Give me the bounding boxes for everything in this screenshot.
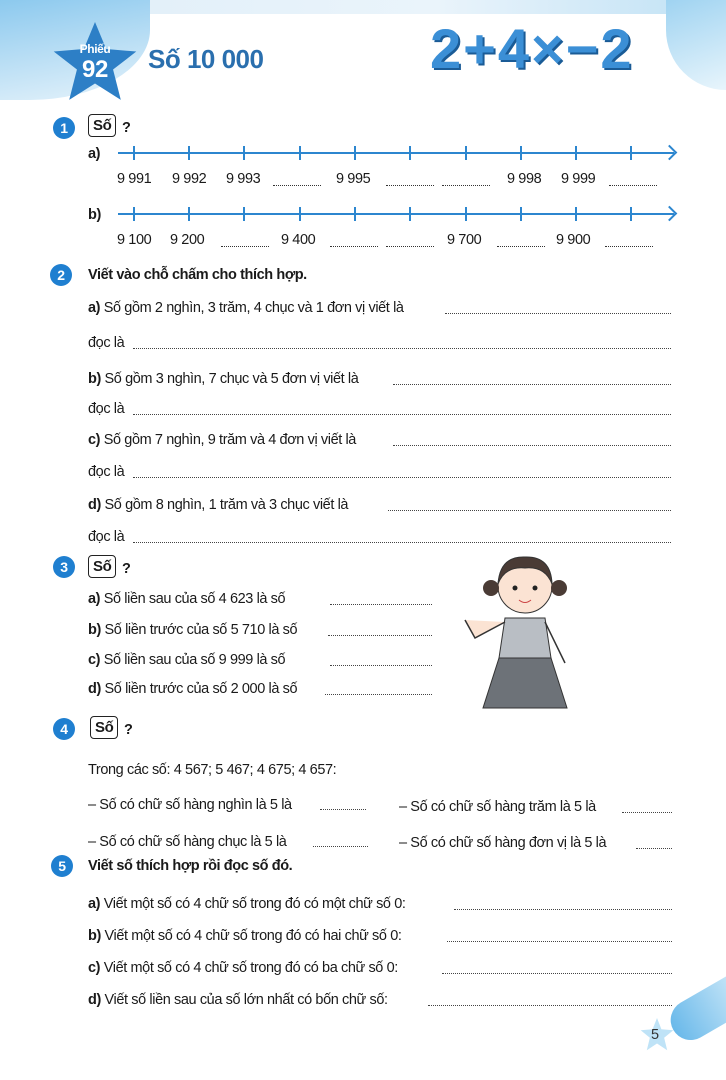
answer-blank[interactable]: [273, 174, 321, 186]
answer-blank[interactable]: [133, 466, 671, 478]
item: c) Viết một số có 4 chữ số trong đó có ba chữ số 0:: [88, 960, 398, 976]
answer-blank[interactable]: [221, 235, 269, 247]
answer-blank[interactable]: [386, 174, 434, 186]
nl-value: 9 900: [556, 232, 591, 248]
item: a) Số gồm 2 nghìn, 3 trăm, 4 chục và 1 đơn vị viết là: [88, 300, 404, 316]
item: – Số có chữ số hàng đơn vị là 5 là: [399, 835, 607, 851]
exercise-number: 1: [53, 117, 75, 139]
item: b) Viết một số có 4 chữ số trong đó có hai chữ số 0:: [88, 928, 402, 944]
math-mascots-illustration: 2+4×−2: [430, 17, 634, 80]
answer-blank[interactable]: [636, 837, 672, 849]
item: c) Số liền sau của số 9 999 là số: [88, 652, 286, 668]
so-box: Số: [88, 114, 116, 137]
item: d) Số liền trước của số 2 000 là số: [88, 681, 298, 697]
number-line-b: [118, 213, 674, 215]
item: – Số có chữ số hàng nghìn là 5 là: [88, 797, 292, 813]
answer-blank[interactable]: [609, 174, 657, 186]
nl-value: 9 400: [281, 232, 316, 248]
so-box: Số: [90, 716, 118, 739]
answer-blank[interactable]: [386, 235, 434, 247]
nl-value: 9 998: [507, 171, 542, 187]
exercise-number: 4: [53, 718, 75, 740]
answer-blank[interactable]: [388, 499, 671, 511]
exercise-title: Viết vào chỗ chấm cho thích hợp.: [88, 267, 307, 283]
answer-blank[interactable]: [330, 654, 432, 666]
nl-value: 9 999: [561, 171, 596, 187]
exercise-title: Viết số thích hợp rồi đọc số đó.: [88, 858, 293, 874]
answer-blank[interactable]: [622, 801, 672, 813]
answer-blank[interactable]: [454, 898, 672, 910]
nl-value: 9 991: [117, 171, 152, 187]
question-mark: ?: [122, 120, 131, 136]
so-box: Số: [88, 555, 116, 578]
nl-value: 9 200: [170, 232, 205, 248]
nl-value: 9 100: [117, 232, 152, 248]
answer-blank[interactable]: [393, 373, 671, 385]
part-label: a): [88, 146, 101, 162]
page-number: 5: [651, 1027, 659, 1043]
number-line-a: [118, 152, 674, 154]
answer-blank[interactable]: [442, 174, 490, 186]
answer-blank[interactable]: [447, 930, 672, 942]
nl-value: 9 700: [447, 232, 482, 248]
item: c) Số gồm 7 nghìn, 9 trăm và 4 đơn vị viết là: [88, 432, 356, 448]
badge-number: 92: [82, 56, 108, 83]
answer-blank[interactable]: [313, 835, 368, 847]
corner-decoration: [666, 0, 726, 90]
answer-blank[interactable]: [330, 593, 432, 605]
read-label: đọc là: [88, 464, 125, 480]
answer-blank[interactable]: [133, 403, 671, 415]
answer-blank[interactable]: [328, 624, 432, 636]
read-label: đọc là: [88, 529, 125, 545]
answer-blank[interactable]: [133, 337, 671, 349]
answer-blank[interactable]: [320, 798, 366, 810]
question-mark: ?: [124, 722, 133, 738]
answer-blank[interactable]: [605, 235, 653, 247]
badge-label: Phiếu: [79, 42, 111, 56]
answer-blank[interactable]: [325, 683, 432, 695]
exercise-number: 5: [51, 855, 73, 877]
read-label: đọc là: [88, 335, 125, 351]
answer-blank[interactable]: [497, 235, 545, 247]
nl-value: 9 995: [336, 171, 371, 187]
read-label: đọc là: [88, 401, 125, 417]
question-mark: ?: [122, 561, 131, 577]
answer-blank[interactable]: [133, 531, 671, 543]
item: – Số có chữ số hàng trăm là 5 là: [399, 799, 596, 815]
item: – Số có chữ số hàng chục là 5 là: [88, 834, 287, 850]
answer-blank[interactable]: [445, 302, 671, 314]
swoosh-decoration: [663, 973, 726, 1048]
item: d) Số gồm 8 nghìn, 1 trăm và 3 chục viết là: [88, 497, 349, 513]
item: a) Số liền sau của số 4 623 là số: [88, 591, 286, 607]
intro-text: Trong các số: 4 567; 5 467; 4 675; 4 657:: [88, 762, 337, 778]
nl-value: 9 992: [172, 171, 207, 187]
girl-illustration: [455, 548, 595, 718]
page-title: Số 10 000: [148, 44, 264, 74]
item: a) Viết một số có 4 chữ số trong đó có một chữ số 0:: [88, 896, 406, 912]
item: b) Số gồm 3 nghìn, 7 chục và 5 đơn vị viết là: [88, 371, 359, 387]
answer-blank[interactable]: [393, 434, 671, 446]
exercise-number: 3: [53, 556, 75, 578]
nl-value: 9 993: [226, 171, 261, 187]
item: b) Số liền trước của số 5 710 là số: [88, 622, 298, 638]
answer-blank[interactable]: [442, 962, 672, 974]
item: d) Viết số liền sau của số lớn nhất có bốn chữ số:: [88, 992, 388, 1008]
answer-blank[interactable]: [428, 994, 672, 1006]
answer-blank[interactable]: [330, 235, 378, 247]
exercise-number: 2: [50, 264, 72, 286]
part-label: b): [88, 207, 101, 223]
